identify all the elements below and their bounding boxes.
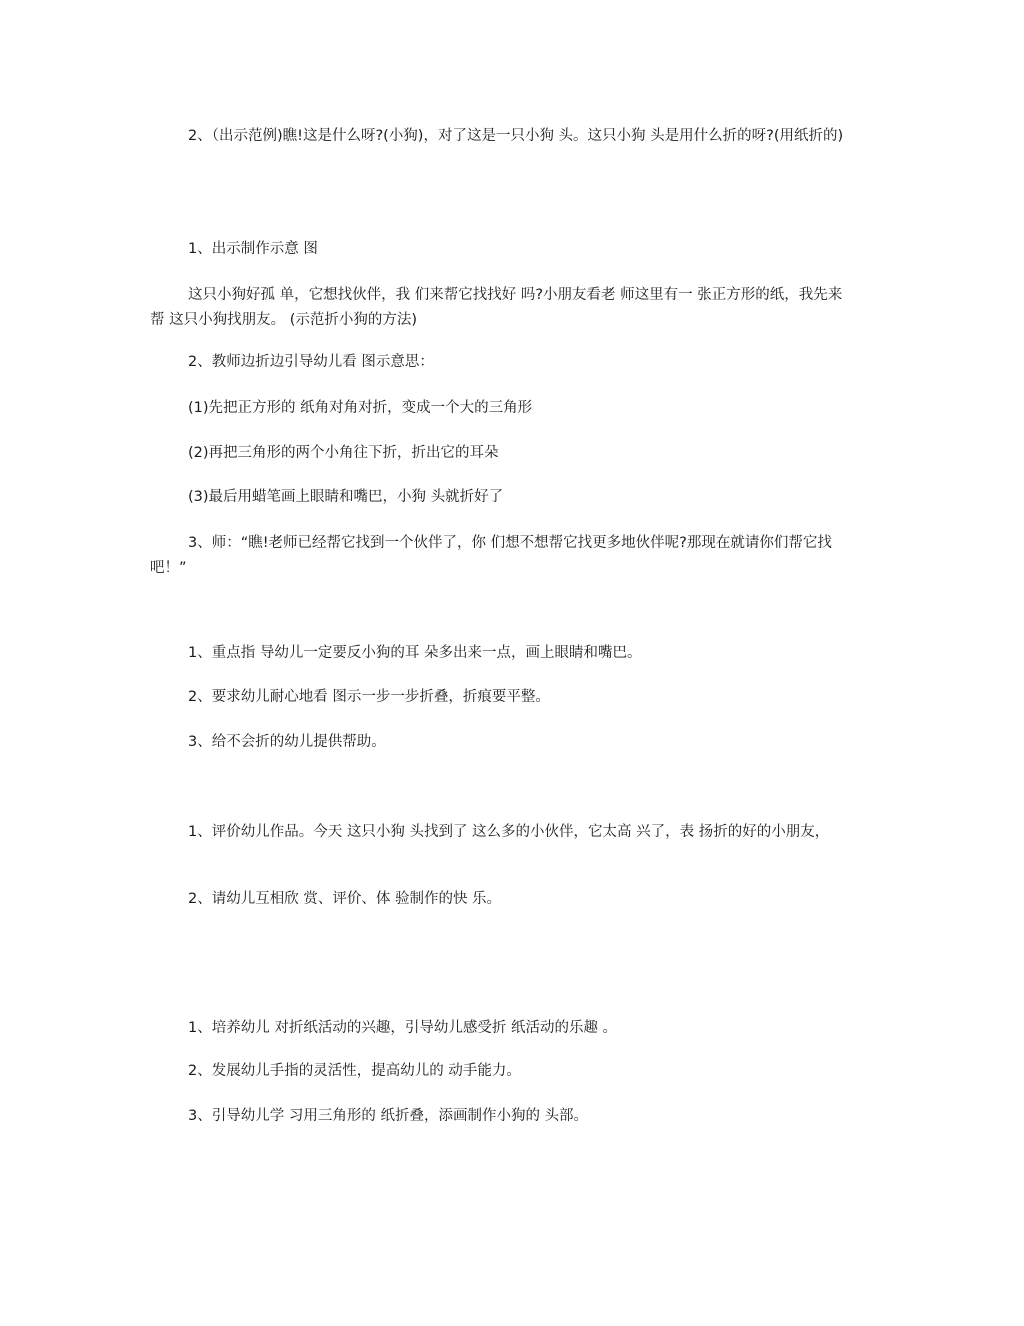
- paragraph-guidance-3: 3、给不会折的幼儿提供帮助。: [188, 734, 386, 750]
- paragraph-goal-2: 2、发展幼儿手指的灵活性，提高幼儿的 动手能力。: [188, 1063, 521, 1079]
- paragraph-step-2: (2)再把三角形的两个小角往下折，折出它的耳朵: [188, 445, 499, 461]
- paragraph-teacher-speech: 3、师：“瞧!老师已经帮它找到一个伙伴了，你 们想不想帮它找更多地伙伴呢?那现在就请你们帮它找吧！”: [150, 535, 832, 576]
- paragraph-show-diagram: 1、出示制作示意 图: [188, 241, 318, 257]
- paragraph-example-intro: 2、（出示范例)瞧!这是什么呀?(小狗)，对了这是一只小狗 头。这只小狗 头是用什么折的呀?(用纸折的): [188, 128, 844, 144]
- paragraph-step-3: (3)最后用蜡笔画上眼睛和嘴巴，小狗 头就折好了: [188, 489, 504, 505]
- paragraph-evaluation-1: 1、评价幼儿作品。今天 这只小狗 头找到了 这么多的小伙伴，它太高 兴了，表 扬折的好的小朋友，: [188, 824, 830, 840]
- paragraph-guidance-2: 2、要求幼儿耐心地看 图示一步一步折叠，折痕要平整。: [188, 689, 550, 705]
- paragraph-goal-1: 1、培养幼儿 对折纸活动的兴趣，引导幼儿感受折 纸活动的乐趣 。: [188, 1020, 618, 1036]
- paragraph-step-1: (1)先把正方形的 纸角对角对折，变成一个大的三角形: [188, 400, 533, 416]
- paragraph-goal-3: 3、引导幼儿学 习用三角形的 纸折叠，添画制作小狗的 头部。: [188, 1108, 589, 1124]
- paragraph-guidance-1: 1、重点指 导幼儿一定要反小狗的耳 朵多出来一点，画上眼睛和嘴巴。: [188, 645, 642, 661]
- paragraph-teacher-folds: 2、教师边折边引导幼儿看 图示意思：: [188, 354, 434, 370]
- paragraph-lonely-dog: 这只小狗好孤 单，它想找伙伴，我 们来帮它找找好 吗?小朋友看老 师这里有一 张正方形的纸，我先来帮 这只小狗找朋友。 (示范折小狗的方法): [150, 287, 843, 328]
- paragraph-evaluation-2: 2、请幼儿互相欣 赏、评价、体 验制作的快 乐。: [188, 891, 502, 907]
